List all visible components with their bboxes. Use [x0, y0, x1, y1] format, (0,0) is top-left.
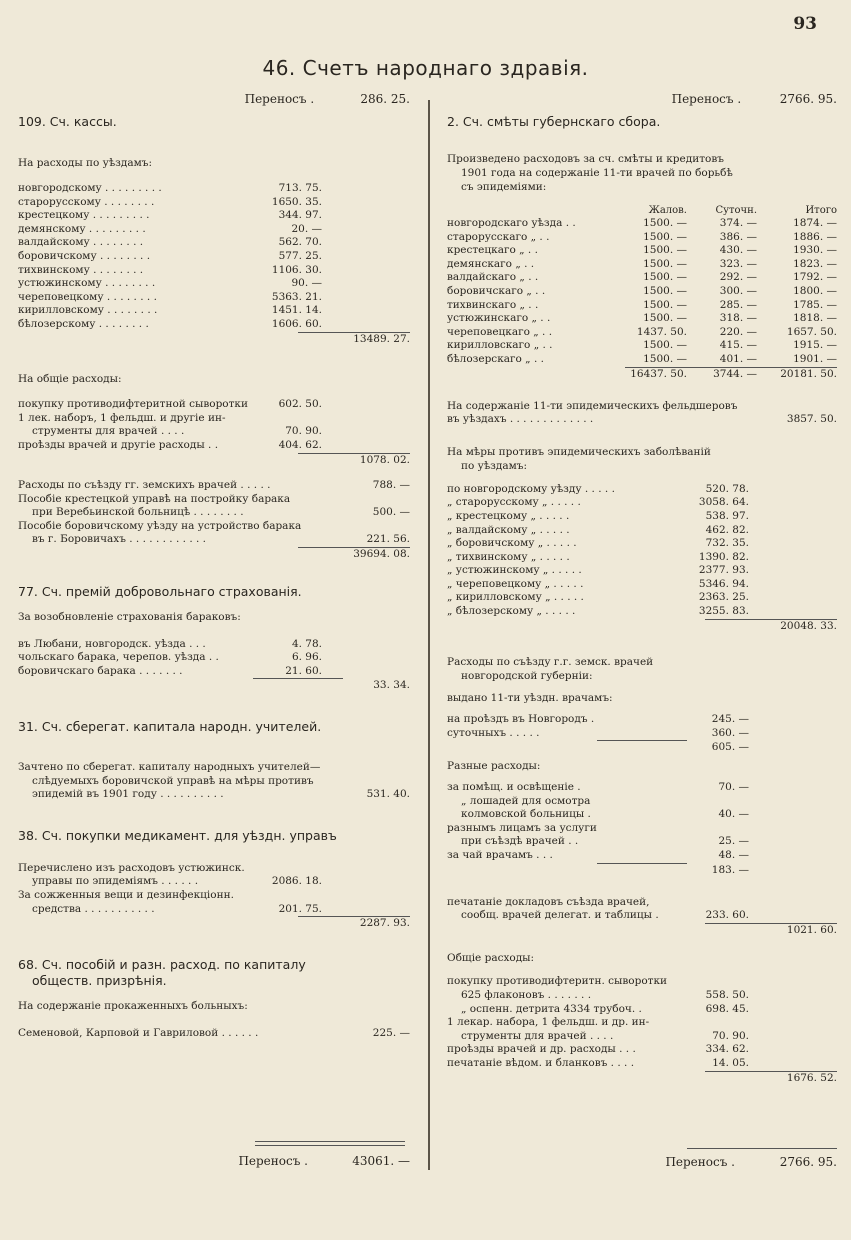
insurance-row-value: 21. 60.	[285, 664, 322, 677]
issued-row	[447, 713, 837, 727]
general-expenses-row-value: 558. 50.	[705, 988, 749, 1001]
doctor-row-salary: 1500. —	[643, 339, 687, 352]
measures-row-value: 520. 78.	[705, 482, 749, 495]
insurance-row-value: 4. 78.	[291, 637, 322, 650]
issued-row-value: 245. —	[711, 713, 749, 726]
measures-row-label: „ устюжинскому „ . . . . .	[447, 564, 582, 577]
measures-row-label: „ тихвинскому „ . . . . .	[447, 550, 570, 563]
printing-line-2: сообщ. врачей делегат. и таблицы . 233. 60.	[461, 909, 749, 922]
other-row	[18, 479, 410, 493]
doctor-row	[447, 271, 837, 285]
doctor-row-label: демянскаго „ . .	[447, 257, 535, 270]
right-carry-forward	[447, 92, 837, 114]
uezd-row-value: 20. —	[291, 222, 322, 235]
measures-row	[447, 524, 837, 538]
uezd-row-value: 344. 97.	[278, 209, 322, 222]
doctor-row-total: 1930. —	[793, 244, 837, 257]
uezd-row	[18, 209, 410, 223]
general-expenses-row-value: 334. 62.	[705, 1043, 749, 1056]
left-footer-value: 43061. —	[352, 1154, 410, 1168]
teachers-row	[18, 775, 410, 789]
general-row	[18, 425, 410, 439]
general-row-value	[256, 412, 322, 426]
measures-total: 20048. 33.	[780, 619, 837, 632]
uezd-row-label: бѣлозерскому . . . . . . . .	[18, 317, 149, 330]
medicine-row-value: 2086. 18.	[271, 875, 322, 888]
measures-row	[447, 537, 837, 551]
uezd-row	[18, 264, 410, 278]
uezd-row-label: новгородскому . . . . . . . . .	[18, 182, 162, 194]
uezd-row	[18, 236, 410, 250]
page-title: 46. Счетъ народнаго здравія.	[262, 56, 589, 80]
general-row-label: покупку противодифтеритной сыворотки	[18, 398, 248, 411]
measures-row	[447, 496, 837, 510]
section-109-grand-total: 39694. 08.	[353, 548, 410, 561]
doctor-row-label: кирилловскаго „ . .	[447, 339, 553, 352]
medicine-row-label: За сожженныя вещи и дезинфекціонн.	[18, 889, 234, 901]
doctor-row-salary: 1500. —	[643, 352, 687, 365]
misc-row-label: за помѣщ. и освѣщеніе .	[447, 781, 581, 794]
doctor-row-total: 1901. —	[793, 352, 837, 365]
congress-total: 1021. 60.	[786, 923, 837, 936]
doctor-row-total: 1874. —	[793, 217, 837, 229]
uezd-row-label: устюжинскому . . . . . . . .	[18, 277, 156, 290]
uezd-row	[18, 223, 410, 237]
medicine-row-value	[256, 862, 322, 876]
left-footer	[18, 1148, 410, 1168]
general-row-label: струменты для врачей . . . .	[32, 425, 185, 438]
general-expenses-row	[447, 1016, 837, 1030]
doctor-row-total: 1785. —	[793, 298, 837, 311]
misc-row	[447, 849, 837, 863]
misc-heading: Разные расходы:	[447, 760, 541, 773]
doctor-row	[447, 312, 837, 326]
medicine-row	[18, 903, 410, 917]
measures-row-label: „ крестецкому „ . . . . .	[447, 509, 570, 522]
teachers-row-value: 531. 40.	[366, 788, 410, 801]
other-row-value: 500. —	[372, 506, 410, 519]
measures-row-value: 732. 35.	[705, 537, 749, 550]
doctor-row-label: бѣлозерскаго „ . .	[447, 352, 544, 365]
misc-row-value	[683, 795, 749, 809]
doctor-row-salary: 1500. —	[643, 244, 687, 257]
right-footer	[447, 1148, 837, 1169]
doctor-row-salary: 1500. —	[643, 298, 687, 311]
uezd-row	[18, 182, 410, 196]
general-row	[18, 398, 410, 412]
uezd-row-value: 577. 25.	[278, 249, 322, 262]
carry-value: 286. 25.	[360, 92, 410, 106]
section-77-rows	[18, 638, 410, 679]
general-expenses-row	[447, 1043, 837, 1057]
doctor-row-total: 1800. —	[793, 284, 837, 297]
doctor-row-label: тихвинскаго „ . .	[447, 298, 539, 311]
misc-row	[447, 795, 837, 809]
other-row-label: Расходы по съѣзду гг. земскихъ врачей . . . . .	[18, 479, 271, 492]
general-expenses-heading: Общіе расходы:	[447, 952, 535, 965]
measures-row	[447, 591, 837, 605]
header-total: Итого	[805, 205, 837, 216]
insurance-row	[18, 651, 410, 665]
uezd-row-label: валдайскому . . . . . . . .	[18, 236, 144, 249]
general-row-label: 1 лек. наборъ, 1 фельдш. и другіе ин-	[18, 411, 226, 424]
misc-row-label: „ лошадей для осмотра	[461, 794, 591, 807]
measures-row-value: 1390. 82.	[698, 550, 749, 563]
misc-row-label: разнымъ лицамъ за услуги	[447, 821, 597, 834]
misc-total: 183. —	[711, 863, 749, 876]
uezd-row	[18, 250, 410, 264]
misc-row-label: за чай врачамъ . . .	[447, 849, 553, 861]
measures-row	[447, 510, 837, 524]
measures-row-value: 2363. 25.	[698, 591, 749, 604]
general-expenses-total: 1676. 52.	[786, 1071, 837, 1084]
other-row-value: 788. —	[372, 479, 410, 492]
general-expenses-row-label: струменты для врачей . . . .	[461, 1029, 614, 1042]
section-109-general-total: 1078. 02.	[359, 453, 410, 466]
section-109-total: 13489. 27.	[353, 332, 410, 345]
general-row-label: проѣзды врачей и другіе расходы . .	[18, 438, 219, 451]
doctor-row-label: устюжинскаго „ . .	[447, 312, 551, 325]
uezd-row	[18, 291, 410, 305]
measures-row-label: „ кирилловскому „ . . . . .	[447, 591, 584, 604]
measures-row-label: „ валдайскому „ . . . . .	[447, 523, 570, 536]
general-expenses-row-value: 14. 05.	[712, 1056, 749, 1069]
uezd-row-label: тихвинскому . . . . . . . .	[18, 263, 144, 276]
issued-row-value: 360. —	[711, 726, 749, 739]
misc-row	[447, 781, 837, 795]
misc-row	[447, 808, 837, 822]
feldshers-line-1: На содержаніе 11-ти эпидемическихъ фельдшеровъ	[447, 400, 738, 413]
measures-row	[447, 605, 837, 619]
misc-row-label: при съѣздѣ врачей . .	[461, 835, 579, 848]
uezd-row-value: 1606. 60.	[271, 317, 322, 330]
measures-row	[447, 564, 837, 578]
header-per-diem: Суточн.	[715, 205, 757, 216]
misc-row-value: 25. —	[718, 835, 749, 848]
uezd-row-value: 1650. 35.	[271, 195, 322, 208]
doctor-row-per-diem: 220. —	[719, 325, 757, 338]
uezd-row-label: демянскому . . . . . . . . .	[18, 222, 146, 235]
other-row	[18, 520, 410, 534]
uezd-row-value: 562. 70.	[278, 236, 322, 249]
teachers-row-value	[322, 761, 410, 775]
general-expenses-row	[447, 1003, 837, 1017]
measures-row-label: „ бѣлозерскому „ . . . . .	[447, 605, 576, 618]
general-row-value: 404. 62.	[278, 438, 322, 451]
doctor-row-salary: 1500. —	[643, 284, 687, 297]
general-expenses-row-value	[683, 975, 749, 989]
doctor-row-salary: 1500. —	[643, 230, 687, 243]
teachers-row-label: слѣдуемыхъ боровичской управѣ на мѣры противъ	[32, 774, 314, 787]
doctor-row	[447, 353, 837, 367]
uezd-row-value: 1106. 30.	[271, 263, 322, 276]
misc-row-value: 40. —	[718, 808, 749, 821]
general-row-value: 70. 90.	[285, 425, 322, 438]
general-row-value: 602. 50.	[278, 398, 322, 411]
doctor-row-per-diem: 386. —	[719, 230, 757, 243]
doctor-row-label: крестецкаго „ . .	[447, 244, 538, 257]
left-footer-rule	[255, 1141, 405, 1142]
measures-heading-2: по уѣздамъ:	[461, 459, 528, 472]
insurance-row-value: 6. 96.	[291, 651, 322, 664]
doctor-row-per-diem: 374. —	[719, 217, 757, 229]
left-carry-forward	[18, 92, 410, 114]
left-footer-label: Переносъ .	[238, 1154, 308, 1168]
other-row	[18, 506, 410, 520]
measures-row-value: 3255. 83.	[698, 605, 749, 618]
section-38-heading: 38. Сч. покупки медикамент. для уѣздн. управъ	[18, 827, 337, 843]
left-footer-rule-2	[255, 1145, 405, 1146]
misc-row-value: 70. —	[718, 781, 749, 794]
teachers-row	[18, 761, 410, 775]
right-column	[447, 92, 837, 1085]
printing-line-1: печатаніе докладовъ съѣзда врачей,	[447, 896, 650, 909]
measures-row-label: „ старорусскому „ . . . . .	[447, 496, 581, 509]
lepers-row-label: Семеновой, Карповой и Гавриловой . . . . . .	[18, 1026, 259, 1039]
doctor-row-salary: 1500. —	[643, 217, 687, 229]
measures-rows	[447, 483, 837, 619]
measures-row	[447, 483, 837, 497]
doctor-row	[447, 244, 837, 258]
doctor-row-salary: 1500. —	[643, 257, 687, 270]
doctor-row-per-diem: 323. —	[719, 257, 757, 270]
doctor-row	[447, 285, 837, 299]
general-expenses-row-value: 698. 45.	[705, 1002, 749, 1015]
carry-label: Переносъ .	[671, 92, 742, 106]
other-row	[18, 533, 410, 547]
measures-row-value: 5346. 94.	[698, 577, 749, 590]
right-footer-value: 2766. 95.	[779, 1155, 837, 1169]
misc-row-label: колмовской больницы .	[461, 808, 591, 821]
section-2-heading: 2. Сч. смѣты губернскаго сбора.	[447, 114, 661, 129]
doctor-row	[447, 299, 837, 313]
medicine-row	[18, 862, 410, 876]
measures-row-label: „ череповецкому „ . . . . .	[447, 577, 584, 590]
other-row	[18, 493, 410, 507]
section-38-total: 2287. 93.	[359, 917, 410, 930]
teachers-row-label: Зачтено по сберегат. капиталу народныхъ учителей—	[18, 761, 321, 774]
section-68-subheading: На содержаніе прокаженныхъ больныхъ:	[18, 999, 248, 1012]
lepers-row-value: 225. —	[372, 1026, 410, 1039]
measures-row	[447, 551, 837, 565]
insurance-row-label: чольскаго барака, черепов. уѣзда . .	[18, 651, 219, 664]
section-77-total: 33. 34.	[373, 679, 410, 692]
measures-row-label: по новгородскому уѣзду . . . . .	[447, 482, 615, 495]
misc-row-value	[683, 822, 749, 836]
misc-row-value: 48. —	[718, 849, 749, 861]
section-68-heading-2: обществ. призрѣнія.	[32, 972, 167, 988]
section-77-subheading: За возобновленіе страхованія бараковъ:	[18, 610, 241, 623]
uezd-row-value: 90. —	[291, 277, 322, 290]
doctor-row-per-diem: 292. —	[719, 271, 757, 284]
column-divider	[428, 100, 430, 1170]
page-number: 93	[793, 14, 817, 34]
section-31-heading: 31. Сч. сберегат. капитала народн. учителей.	[18, 719, 322, 735]
feldshers-line-2: въ уѣздахъ . . . . . . . . . . . . . 3857. 50.	[447, 413, 837, 426]
general-expenses-row-label: покупку противодифтеритн. сыворотки	[447, 975, 668, 988]
section-109-rows	[18, 182, 410, 332]
insurance-row	[18, 665, 410, 679]
misc-row	[447, 822, 837, 836]
doctor-row-label: боровичскаго „ . .	[447, 284, 546, 297]
uezd-row	[18, 304, 410, 318]
measures-row-label: „ боровичскому „ . . . . .	[447, 537, 577, 550]
doctor-row-per-diem: 401. —	[719, 352, 757, 365]
section-109-general-heading: На общіе расходы:	[18, 373, 122, 386]
uezd-row	[18, 196, 410, 210]
uezd-row-value: 5363. 21.	[271, 290, 322, 303]
congress-heading-1: Расходы по съѣзду г.г. земск. врачей	[447, 656, 654, 669]
doctor-row-total: 1915. —	[793, 339, 837, 352]
general-expenses-row-value	[683, 1016, 749, 1030]
doctor-row-per-diem: 285. —	[719, 298, 757, 311]
other-row-label: Пособіе крестецкой управѣ на постройку барака	[18, 492, 291, 505]
doctor-row-label: старорусскаго „ . .	[447, 230, 550, 243]
insurance-row-label: въ Любани, новгородск. уѣзда . . .	[18, 637, 206, 650]
section-68-heading-1: 68. Сч. пособій и разн. расход. по капиталу	[18, 956, 306, 972]
issued-row-label: суточныхъ . . . . .	[447, 726, 540, 739]
medicine-row-value	[256, 889, 322, 903]
left-column	[18, 92, 410, 1040]
carry-value: 2766. 95.	[779, 92, 837, 106]
issued-total: 605. —	[711, 741, 749, 754]
doctor-row-salary: 1437. 50.	[636, 325, 687, 338]
general-expenses-row-label: 625 флаконовъ . . . . . . .	[461, 988, 592, 1001]
section-2-intro-2: 1901 года на содержаніе 11-ти врачей по борьбѣ	[461, 167, 733, 179]
general-expenses-rows	[447, 975, 837, 1070]
doctor-row-per-diem: 300. —	[719, 284, 757, 297]
medicine-row	[18, 875, 410, 889]
medicine-row-label: управы по эпидеміямъ . . . . . .	[32, 875, 199, 888]
teachers-row	[18, 788, 410, 802]
medicine-row	[18, 889, 410, 903]
doctor-row-label: новгородскаго уѣзда . .	[447, 217, 576, 229]
section-2-doctor-rows	[447, 217, 837, 367]
issued-heading: выдано 11-ти уѣздн. врачамъ:	[447, 692, 613, 705]
doctor-row-label: череповецкаго „ . .	[447, 325, 553, 338]
measures-row-value: 538. 97.	[705, 509, 749, 522]
general-expenses-row-label: проѣзды врачей и др. расходы . . .	[447, 1043, 636, 1056]
doctor-row	[447, 217, 837, 231]
doctor-row-total: 1823. —	[793, 257, 837, 270]
teachers-row-value	[322, 775, 410, 789]
other-row-value	[322, 520, 410, 534]
issued-rows	[447, 713, 837, 740]
uezd-row-label: кирилловскому . . . . . . . .	[18, 304, 158, 317]
general-expenses-row-label: „ оспенн. детрита 4334 трубоч. .	[461, 1002, 642, 1015]
doctor-row-total: 1886. —	[793, 230, 837, 243]
general-expenses-row-value: 70. 90.	[712, 1029, 749, 1042]
issued-row-label: на проѣздъ въ Новгородъ .	[447, 713, 595, 726]
general-expenses-row	[447, 1030, 837, 1044]
medicine-row-label: средства . . . . . . . . . . .	[32, 902, 155, 915]
misc-rows	[447, 781, 837, 863]
general-expenses-row	[447, 989, 837, 1003]
carry-label: Переносъ .	[244, 92, 315, 106]
misc-row	[447, 835, 837, 849]
measures-row-value: 3058. 64.	[698, 496, 749, 509]
section-68-rows	[18, 1027, 410, 1041]
doctor-row-total: 1657. 50.	[786, 325, 837, 338]
other-row-value	[322, 493, 410, 507]
other-row-label: Пособіе боровичскому уѣзду на устройство барака	[18, 519, 302, 532]
doctor-row	[447, 231, 837, 245]
section-77-heading: 77. Сч. премій добровольнаго страхованія.	[18, 583, 302, 599]
doctor-row-total: 1818. —	[793, 312, 837, 325]
doctor-row-total: 1792. —	[793, 271, 837, 284]
general-expenses-row-label: печатаніе вѣдом. и бланковъ . . . .	[447, 1056, 635, 1069]
doctor-row	[447, 339, 837, 353]
doctor-row-per-diem: 318. —	[719, 312, 757, 325]
other-row-label: при Веребьинской больницѣ . . . . . . . .	[32, 506, 244, 519]
section-109-heading: 109. Сч. кассы.	[18, 114, 117, 129]
uezd-row-value: 1451. 14.	[271, 304, 322, 317]
measures-row-value: 2377. 93.	[698, 564, 749, 577]
header-salary: Жалов.	[648, 205, 687, 216]
section-2-column-headers	[447, 204, 837, 217]
section-38-rows	[18, 862, 410, 916]
right-footer-label: Переносъ .	[665, 1155, 735, 1169]
section-109-general-rows	[18, 398, 410, 452]
medicine-row-value: 201. 75.	[278, 902, 322, 915]
medicine-row-label: Перечислено изъ расходовъ устюжинск.	[18, 861, 245, 874]
uezd-row-label: крестецкому . . . . . . . . .	[18, 209, 150, 222]
doctor-row-salary: 1500. —	[643, 271, 687, 284]
section-109-other-rows	[18, 479, 410, 547]
other-row-value: 221. 56.	[366, 533, 410, 546]
insurance-row	[18, 638, 410, 652]
general-expenses-row-label: 1 лекар. набора, 1 фельдш. и др. ин-	[447, 1016, 650, 1029]
congress-heading-2: новгородской губерніи:	[461, 670, 593, 683]
uezd-row-value: 713. 75.	[278, 182, 322, 194]
section-31-rows	[18, 761, 410, 802]
section-109-subheading: На расходы по уѣздамъ:	[18, 157, 153, 169]
doctor-row-per-diem: 415. —	[719, 339, 757, 352]
measures-row-value: 462. 82.	[705, 523, 749, 536]
uezd-row-label: боровичскому . . . . . . . .	[18, 249, 151, 262]
measures-heading-1: На мѣры противъ эпидемическихъ заболѣваній	[447, 445, 711, 458]
issued-row	[447, 727, 837, 741]
section-2-intro-3: съ эпидеміями:	[461, 181, 547, 193]
doctor-row-per-diem: 430. —	[719, 244, 757, 257]
measures-row	[447, 578, 837, 592]
section-2-intro-1: Произведено расходовъ за сч. смѣты и кредитовъ	[447, 153, 724, 165]
general-row	[18, 412, 410, 426]
doctor-row-salary: 1500. —	[643, 312, 687, 325]
doctor-row-label: валдайскаго „ . .	[447, 271, 539, 284]
section-2-doctor-totals: 16437. 50. 3744. — 20181. 50.	[630, 367, 837, 380]
uezd-row-label: старорусскому . . . . . . . .	[18, 195, 155, 208]
general-row	[18, 439, 410, 453]
uezd-row-label: череповецкому . . . . . . . .	[18, 290, 157, 303]
general-expenses-row	[447, 975, 837, 989]
uezd-row	[18, 318, 410, 332]
doctor-row	[447, 326, 837, 340]
uezd-row	[18, 277, 410, 291]
insurance-row-label: боровичскаго барака . . . . . . .	[18, 664, 183, 677]
doctor-row	[447, 258, 837, 272]
other-row-label: въ г. Боровичахъ . . . . . . . . . . . .	[32, 533, 207, 546]
lepers-row	[18, 1027, 410, 1041]
general-expenses-row	[447, 1057, 837, 1071]
teachers-row-label: эпидемій въ 1901 году . . . . . . . . . .	[32, 788, 224, 801]
